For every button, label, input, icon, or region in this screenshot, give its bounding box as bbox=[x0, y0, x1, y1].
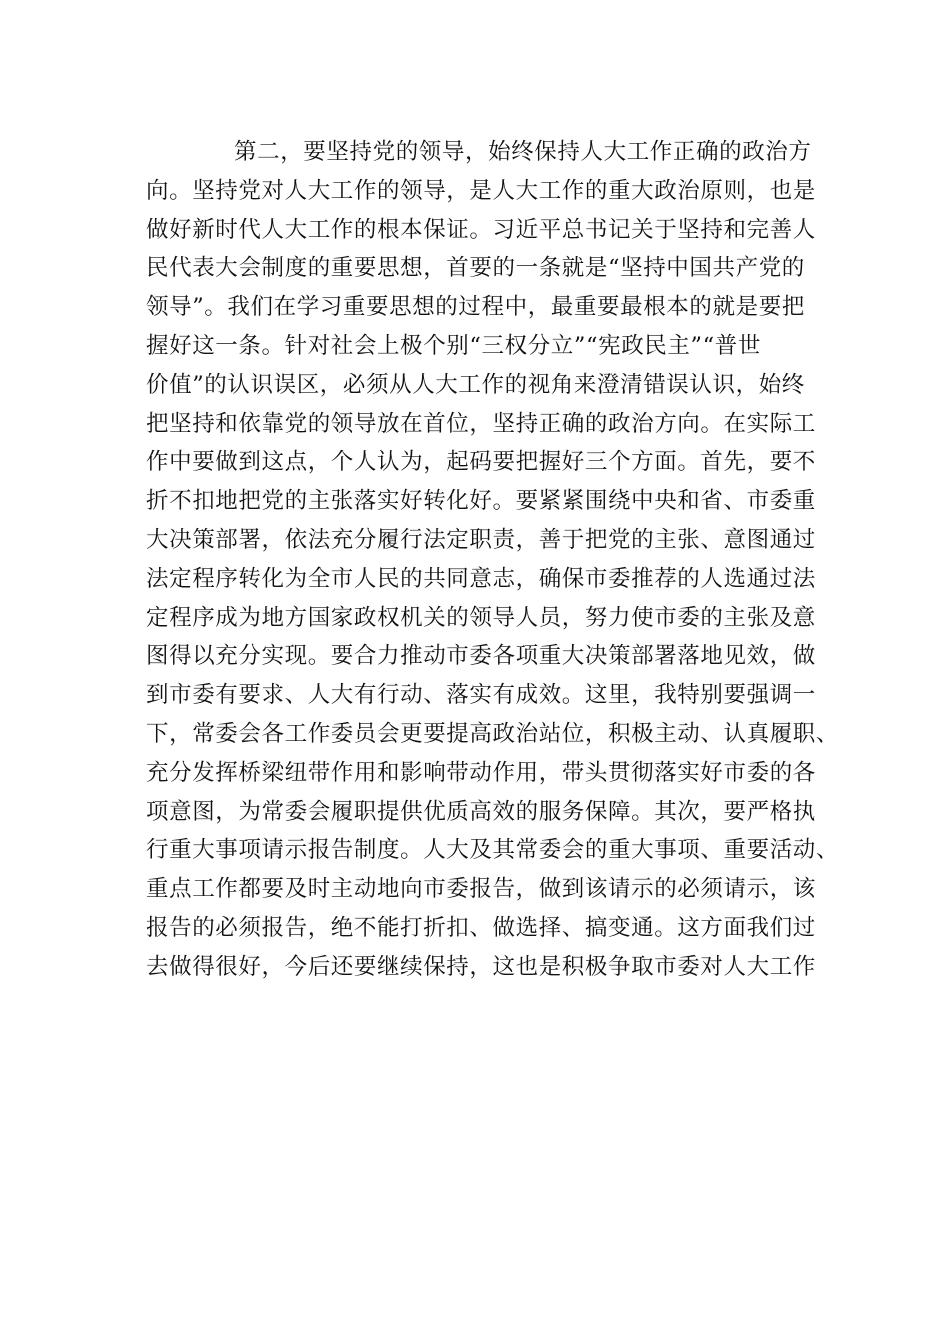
text-line: 图得以充分实现。要合力推动市委各项重大决策部署落地见效，做 bbox=[146, 643, 816, 670]
text-line: 握好这一条。针对社会上极个别“三权分立”“宪政民主”“普世 bbox=[146, 332, 761, 359]
text-line: 价值”的认识误区，必须从人大工作的视角来澄清错误认识，始终 bbox=[146, 371, 805, 398]
text-line: 到市委有要求、人大有行动、落实有成效。这里，我特别要强调一 bbox=[146, 682, 816, 709]
text-line: 把坚持和依靠党的领导放在首位，坚持正确的政治方向。在实际工 bbox=[146, 410, 816, 437]
text-line: 向。坚持党对人大工作的领导，是人大工作的重大政治原则，也是 bbox=[146, 177, 816, 204]
text-line: 项意图，为常委会履职提供优质高效的服务保障。其次，要严格执 bbox=[146, 798, 816, 825]
text-line: 折不扣地把党的主张落实好转化好。要紧紧围绕中央和省、市委重 bbox=[146, 488, 816, 515]
text-line: 重点工作都要及时主动地向市委报告，做到该请示的必须请示，该 bbox=[146, 876, 816, 903]
text-line: 充分发挥桥梁纽带作用和影响带动作用，带头贯彻落实好市委的各 bbox=[146, 759, 816, 786]
text-line: 作中要做到这点，个人认为，起码要把握好三个方面。首先，要不 bbox=[146, 449, 816, 476]
body-paragraph bbox=[146, 133, 840, 987]
text-line: 民代表大会制度的重要思想，首要的一条就是“坚持中国共产党的 bbox=[146, 255, 805, 282]
text-line: 下，常委会各工作委员会更要提高政治站位，积极主动、认真履职、 bbox=[146, 720, 840, 747]
text-line: 做好新时代人大工作的根本保证。习近平总书记关于坚持和完善人 bbox=[146, 216, 816, 243]
text-line: 领导”。我们在学习重要思想的过程中，最重要最根本的就是要把 bbox=[146, 294, 805, 321]
text-line: 法定程序转化为全市人民的共同意志，确保市委推荐的人选通过法 bbox=[146, 565, 816, 592]
text-line: 报告的必须报告，绝不能打折扣、做选择、搞变通。这方面我们过 bbox=[146, 914, 816, 941]
text-line: 行重大事项请示报告制度。人大及其常委会的重大事项、重要活动、 bbox=[146, 837, 840, 864]
text-line: 大决策部署，依法充分履行法定职责，善于把党的主张、意图通过 bbox=[146, 526, 816, 553]
text-line: 定程序成为地方国家政权机关的领导人员，努力使市委的主张及意 bbox=[146, 604, 816, 631]
text-line: 第二，要坚持党的领导，始终保持人大工作正确的政治方 bbox=[234, 139, 812, 165]
text-line: 去做得很好，今后还要继续保持，这也是积极争取市委对人大工作 bbox=[146, 953, 816, 980]
